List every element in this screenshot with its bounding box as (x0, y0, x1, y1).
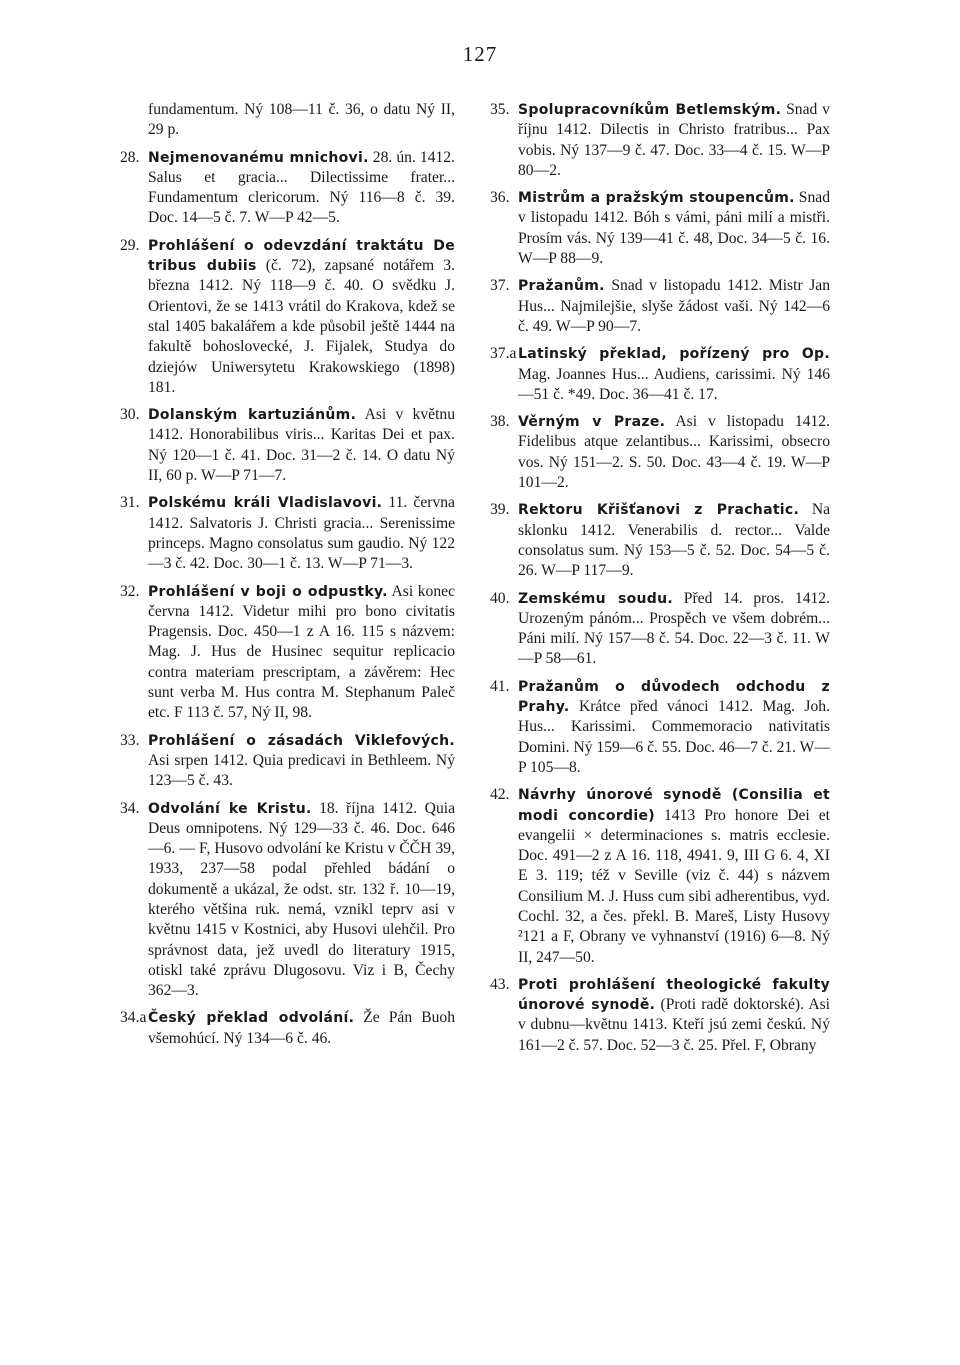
catalog-entry (490, 412, 830, 493)
entry-number: 42. (490, 786, 510, 804)
entry-number: 34.a (120, 1009, 147, 1027)
entry-number: 31. (120, 494, 140, 512)
entry-text: 18. října 1412. Quia Deus omnipotens. Ný 129—33 č. 46. Doc. 646—6. — F, Husovo odvolání ke Kristu v ČČH 39, 1933, 237—58 podal přehled bádání o dokumentě a ukázal, že odst. str. 132 ř. 10—19, kterého většina ruk. nemá, vznikl teprv asi v květnu 1415 v Kostnici, aby Husovi ulehčil. Pro správnost data, jež uvedl do literatury 1915, otiskl také zprávu Dlugosovu. Viz i B, Čechy 362—3. (148, 799, 455, 1000)
entry-text: 1413 Pro honore Dei et evangelii × determinaciones s. matris ecclesie. Doc. 491—2 z A 16. 118, 4941. 9, III G 6. 4, XI E 3. 119; též v Seville (viz č. 44) s názvem Consilium M. J. Huss cum sibi adherentibus, vyd. Cochl. 32, a čes. překl. B. Mareš, Listy Husovy ²121 a F, Obrany ve vyhnanství (1916) 6—8. Ný II, 247—50. (518, 806, 830, 966)
entry-title: Pražanům o důvodech odchodu z Prahy. (518, 678, 830, 716)
entry-number: 39. (490, 501, 510, 519)
entry-text: Na sklonku 1412. Venerabilis d. rector... Valde consolatus sum. Ný 153—5 č. 52. Doc. 54—5 č. 26. W—P 117—9. (518, 501, 830, 580)
entry-text: Krátce před vánoci 1412. Mag. Joh. Hus... Karissimi. Commemoracio nativitatis Domini. Ný 159—6 č. 55. Doc. 46—7 č. 21. W—P 105—8. (518, 698, 830, 776)
entry-text: Asi v listopadu 1412. Fidelibus atque zelantibus... Karissimi, obsecro vos. Ný 151—2. S. 50. Doc. 43—4 č. 19. W—P 101—2. (518, 413, 830, 492)
entry-number: 38. (490, 413, 510, 431)
entry-text: Snad v listopadu 1412. Mistr Jan Hus... Najmilejšie, slyše žádost vaši. Ný 142—6 č. 49. W—P 90—7. (518, 277, 830, 335)
entry-title: Návrhy únorové synodě (Consilia et modi concordie) (518, 787, 830, 824)
catalog-entry (490, 188, 830, 269)
entry-number: 37. (490, 277, 510, 295)
entry-text: Že Pán Buoh všemohúcí. Ný 134—6 č. 46. (148, 1009, 455, 1047)
right-column (490, 100, 830, 1063)
entry-title: Spolupracovníkům Betlemským. (518, 102, 782, 118)
entry-title: Nejmenovanému mnichovi. (148, 149, 369, 166)
entry-number: 29. (120, 236, 140, 254)
entry-text: Asi v květnu 1412. Honorabilibus viris... Karitas Dei et pax. Ný 120—1 č. 41. Doc. 31—2 č. 14. O datu Ný II, 60 p. W—P 71—7. (148, 406, 455, 485)
entry-title: Mistrům a pražským stoupencům. (518, 190, 795, 207)
entry-number: 43. (490, 975, 510, 993)
entry-text: Asi srpen 1412. Quia predicavi in Bethleem. Ný 123—5 č. 43. (148, 751, 455, 790)
entry-text: fundamentum. Ný 108—11 č. 36, o datu Ný II, 29 p. (148, 101, 455, 139)
entry-title: Rektoru Křišťanovi z Prachatic. (518, 502, 800, 519)
entry-title: Dolanským kartuziánům. (148, 407, 357, 424)
entry-title: Český překlad odvolání. (148, 1010, 355, 1027)
entry-title: Prohlášení o zásadách Viklefových. (148, 732, 455, 749)
left-column (120, 100, 455, 1056)
entry-title: Latinský překlad, pořízený pro Op. (518, 346, 830, 363)
entry-text: Snad v říjnu 1412. Dilectis in Christo fratribus... Pax vobis. Ný 137—9 č. 47. Doc. 33—4 č. 15. W—P 80—2. (518, 101, 830, 179)
catalog-entry (490, 677, 830, 778)
entry-text: (č. 72), zapsané notářem 3. března 1412. Ný 118—9 č. 40. O svědku J. Orientovi, že se 1413 vrátil do Krakova, kdež se stal 1405 bakalářem a kde působil ještě 1444 na fakultě bohoslovecké, J. Fijalek, Studya do dziejów Uniwersytetu Krakowskiego (1898) 181. (148, 257, 455, 396)
entry-text: Asi konec června 1412. Videtur mihi pro bono civitatis Pragensis. Doc. 450—1 z A 16. 115 s názvem: Mag. J. Hus de Husinec sequitur replicacio contra materiam prescriptam, a závěrem: Hec sunt verba M. Hus contra M. Stephanum Paleč etc. F 113 č. 57, Ný II, 98. (148, 582, 455, 722)
catalog-entry (120, 582, 455, 724)
catalog-entry (120, 405, 455, 486)
entry-text: 28. ún. 1412. Salus et gracia... Dilectissime frater... Fundamentum clericorum. Ný 116—8 č. 39. Doc. 14—5 č. 7. W—P 42—5. (148, 148, 455, 227)
entry-number: 36. (490, 189, 510, 207)
catalog-entry (490, 344, 830, 405)
entry-title: Zemskému soudu. (518, 590, 674, 607)
entry-title: Prohlášení o odevzdání traktátu De tribus dubiis (148, 237, 455, 275)
entry-title: Prohlášení v boji o odpustky. (148, 583, 388, 600)
catalog-entry (120, 1008, 455, 1049)
catalog-entry (490, 100, 830, 181)
entry-text: Mag. Joannes Hus... Audiens, carissimi. Ný 146—51 č. *49. Doc. 36—41 č. 17. (518, 365, 830, 403)
entry-title: Pražanům. (518, 278, 605, 295)
entry-number: 41. (490, 677, 510, 695)
catalog-entry (490, 500, 830, 581)
catalog-entry (490, 785, 830, 968)
catalog-entry (120, 493, 455, 574)
catalog-entry (120, 100, 455, 141)
entry-text: Před 14. pros. 1412. Urozeným pánóm... Prospěch ve všem dobrém... Páni milí. Ný 157—8 č. 54. Doc. 22—3 č. 11. W—P 58—61. (518, 589, 830, 668)
entry-number: 34. (120, 799, 140, 817)
catalog-entry (120, 731, 455, 792)
entry-number: 33. (120, 731, 140, 749)
entry-text: (Proti radě doktorské). Asi v dubnu—květnu 1413. Kteří jsú zemi českú. Ný 161—2 č. 57. Doc. 52—3 č. 25. Přel. F, Obrany (518, 996, 830, 1054)
entry-number: 40. (490, 589, 510, 607)
entry-number: 35. (490, 101, 510, 118)
page-number: 127 (462, 42, 498, 66)
catalog-entry (490, 975, 830, 1056)
entry-text: 11. června 1412. Salvatoris J. Christi gracia... Serenissime princeps. Magno consolatus sum gaudio. Ný 122—3 č. 42. Doc. 30—1 č. 13. W—P 71—3. (148, 494, 455, 573)
entry-number: 32. (120, 582, 140, 600)
catalog-entry (120, 799, 455, 1002)
catalog-entry (490, 589, 830, 670)
entry-title: Polskému králi Vladislavovi. (148, 495, 383, 512)
entry-number: 28. (120, 148, 140, 166)
catalog-entry (120, 236, 455, 398)
entry-number: 37.a (490, 345, 517, 363)
entry-text: Snad v listopadu 1412. Bóh s vámi, páni milí a mistři. Prosím vás. Ný 139—41 č. 48, Doc. 34—5 č. 16. W—P 88—9. (518, 189, 830, 268)
catalog-entry (490, 276, 830, 337)
catalog-entry (120, 148, 455, 229)
entry-number: 30. (120, 406, 140, 424)
entry-title: Věrným v Praze. (518, 414, 666, 431)
entry-title: Proti prohlášení theologické fakulty únorové synodě. (518, 976, 830, 1014)
entry-title: Odvolání ke Kristu. (148, 800, 312, 817)
